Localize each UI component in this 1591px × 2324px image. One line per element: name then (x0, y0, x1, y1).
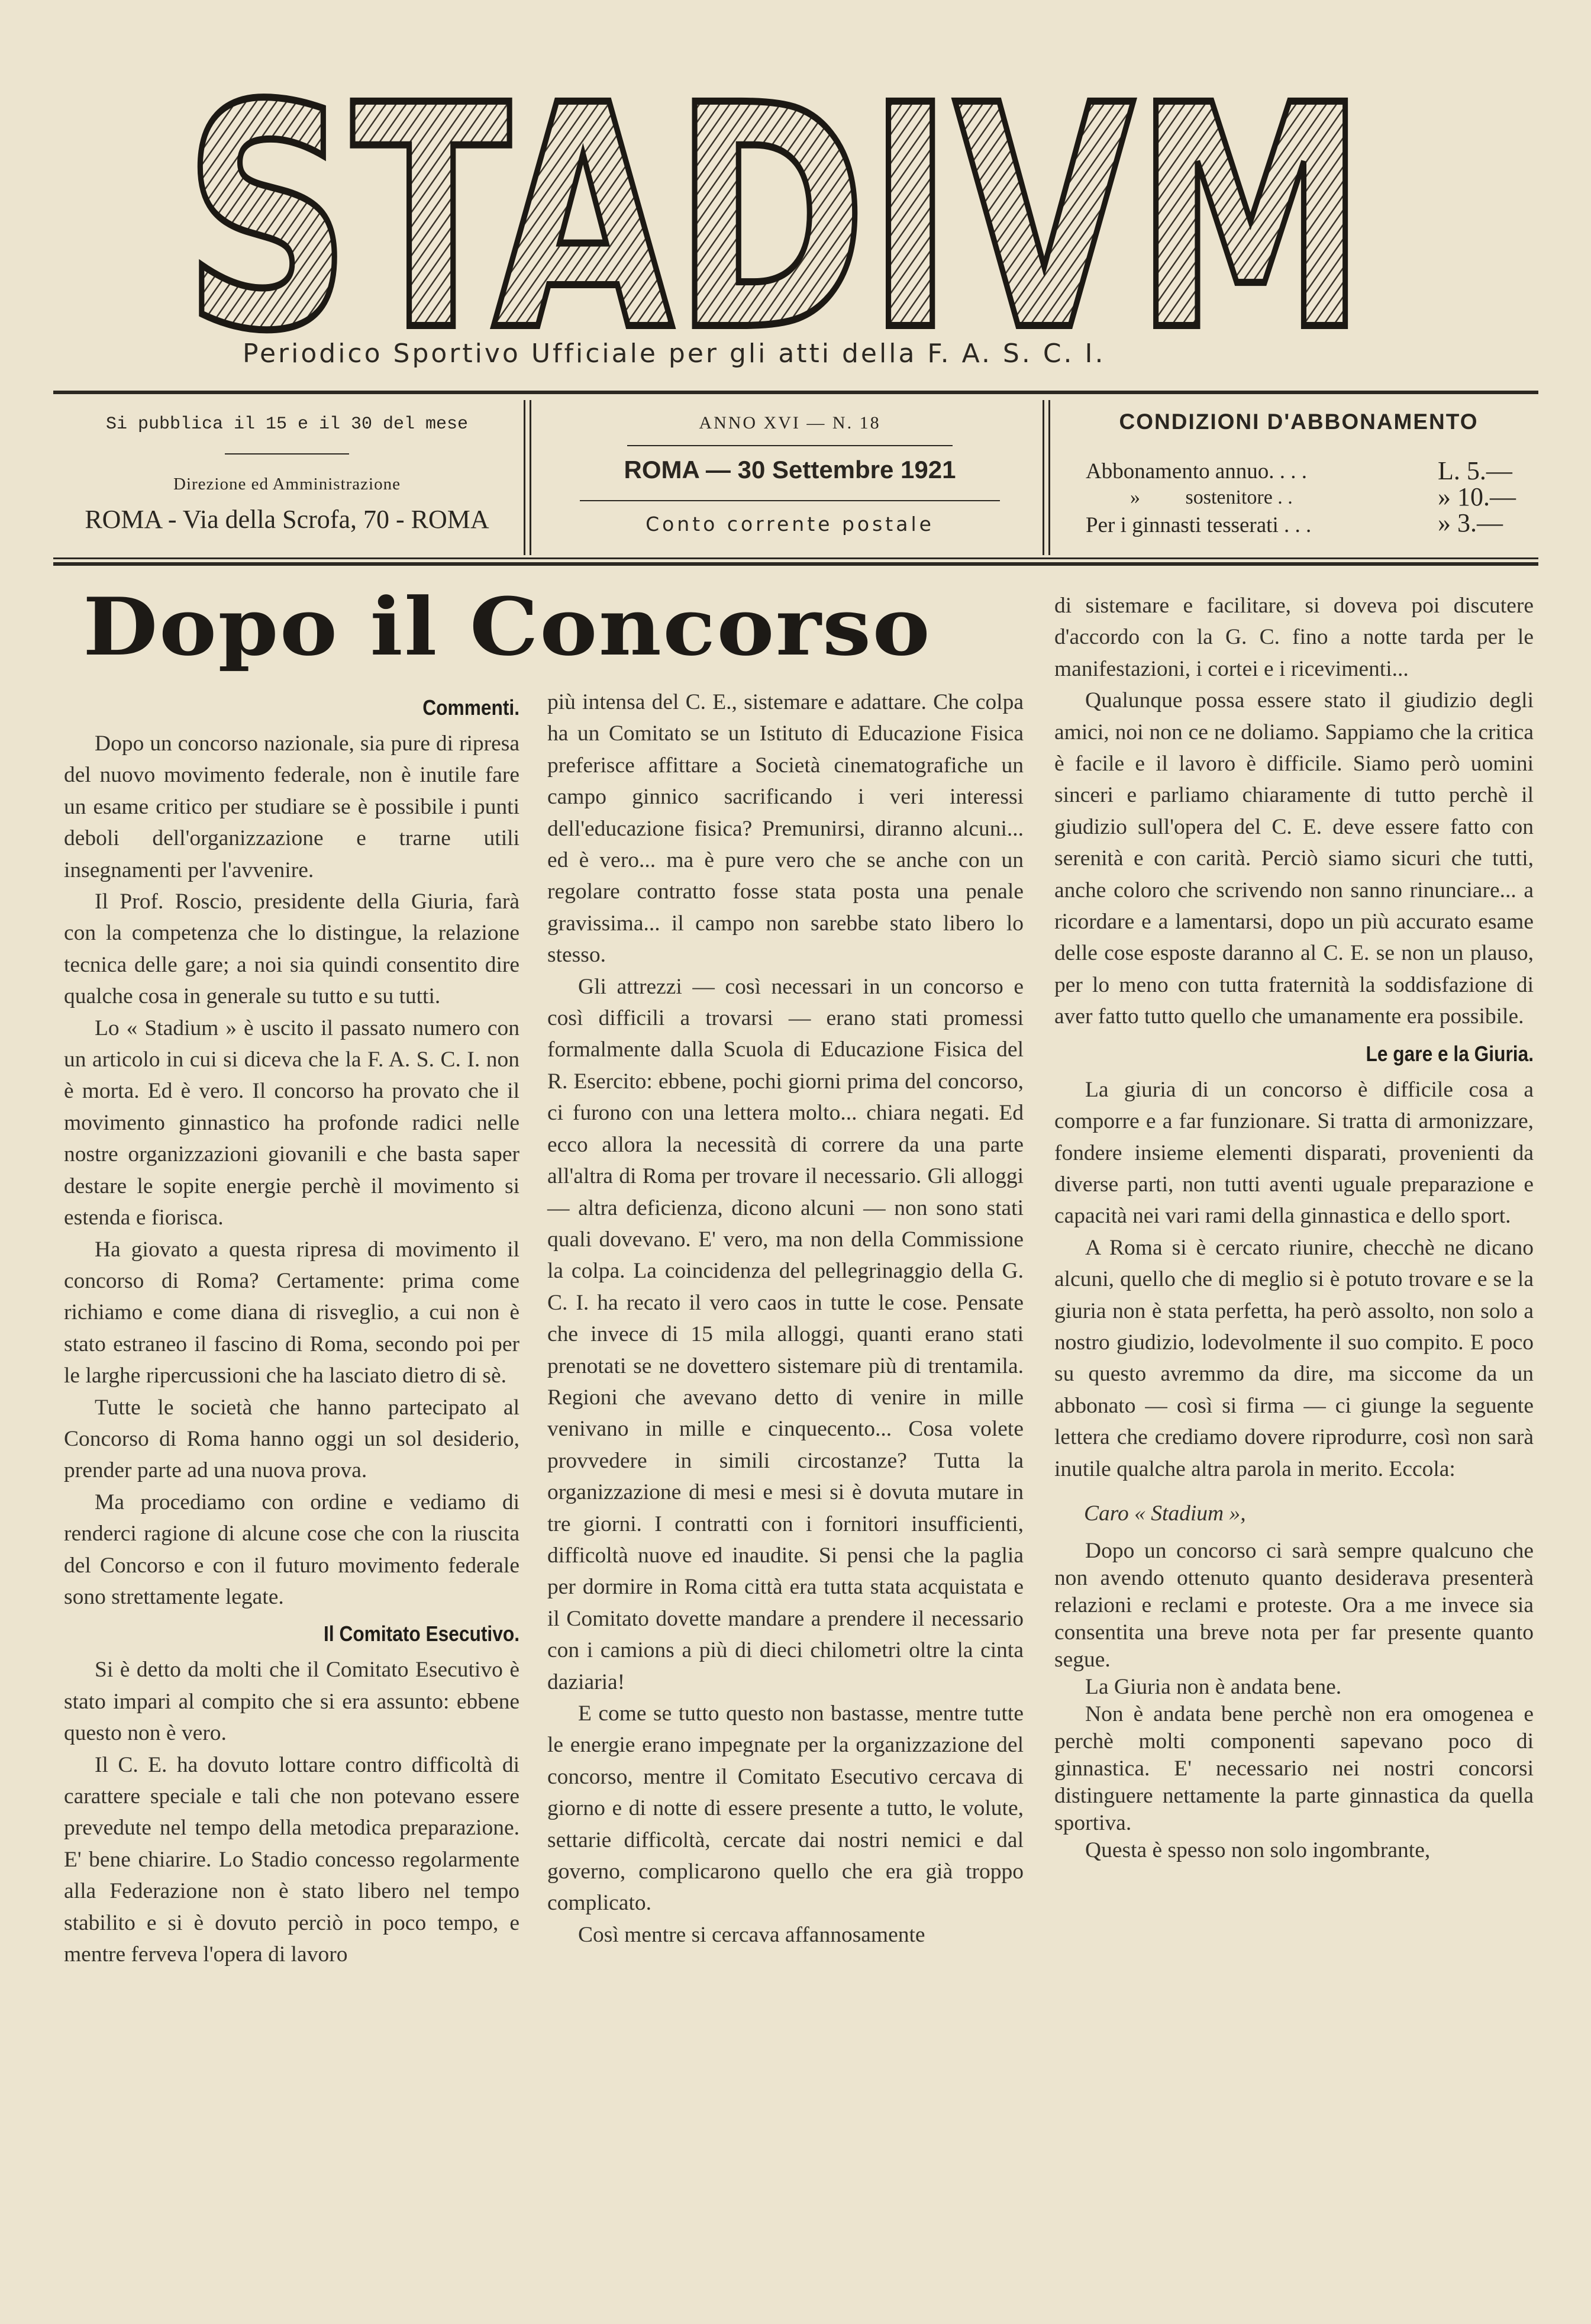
article-paragraph: Dopo un concorso nazionale, sia pure di ripresa del nuovo movimento federale, non è inutile fare un esame critico per studiare se è possibile i punti deboli dell'organizzazione e trarne utili insegnamenti per l'avvenire. (64, 731, 519, 882)
article-paragraph: La giuria di un concorso è difficile cosa a comporre e a far funzionare. Si tratta di armonizzare, fondere insieme elementi disparati, provenienti da diverse parti, non tutti aventi uguale preparazione e capacità nei vari rami della ginnastica e dello sport. (1054, 1077, 1534, 1229)
article-paragraph: Il Prof. Roscio, presidente della Giuria, farà con la competenza che lo distingue, la relazione tecnica delle gare; a noi sia quindi consentito dire qualche cosa in generale su tutto e su tutti. (64, 889, 519, 1009)
postal-account: Conto corrente postale (646, 512, 934, 536)
article-headline: Dopo il Concorso (83, 580, 932, 673)
article-column-3 (1054, 590, 1534, 1864)
letter-paragraph: Dopo un concorso ci sarà sempre qualcuno che non avendo ottenuto quanto desiderava presenterà relazioni e reclami e proteste. Ora a me invece sia consentita una breve nota per far presente quanto segue. (1054, 1539, 1534, 1672)
issue-rule (627, 445, 953, 446)
article-column-1 (64, 686, 519, 1970)
letter-salutation: Caro « Stadium », (1084, 1501, 1246, 1526)
tagline: Periodico Sportivo Ufficiale per gli atti della F. A. S. C. I. (243, 339, 1106, 369)
article-column-2 (547, 686, 1024, 1951)
divider-left-2 (530, 400, 531, 555)
date-rule (580, 500, 1000, 501)
bottom-rule (53, 557, 1538, 559)
article-paragraph: Così mentre si cercava affannosamente (578, 1922, 925, 1947)
divider-right-2 (1048, 400, 1050, 555)
top-rule (53, 391, 1538, 394)
subscription-conditions (1059, 397, 1538, 555)
bottom-rule-2 (53, 562, 1538, 566)
publication-schedule: Si pubblica il 15 e il 30 del mese (105, 414, 469, 434)
subscription-value-3: » 3.— (1438, 508, 1503, 537)
subscription-value-2: » 10.— (1438, 482, 1516, 511)
publication-info (53, 397, 521, 555)
subscription-label-2: » sostenitore . . (1130, 486, 1293, 508)
issue-date: ROMA — 30 Settembre 1921 (624, 456, 956, 484)
stadium-logo (178, 83, 1373, 343)
section-subhead: Le gare e la Giuria. (1366, 1041, 1534, 1066)
article-paragraph: E come se tutto questo non bastasse, mentre tutte le energie erano impegnate per la organizzazione del concorso, mentre il Comitato Esecutivo cercava di giorno e di notte di essere presente a tutto, le volute, settarie difficoltà, cercate dai nostri nemici e dal governo, complicarono quello che era già troppo complicato. (547, 1701, 1024, 1916)
subscription-value-1: L. 5.— (1438, 456, 1512, 485)
article-paragraph: Ma procediamo con ordine e vediamo di renderci ragione di alcune cose che con la riuscita del Concorso e con il futuro movimento federale sono strettamente legate. (64, 1490, 519, 1609)
subscription-title: CONDIZIONI D'ABBONAMENTO (1119, 410, 1479, 434)
logo-lettering: STADIVM (183, 83, 1367, 343)
divider-right (1043, 400, 1044, 555)
article-paragraph: Ha giovato a questa ripresa di movimento il concorso di Roma? Certamente: prima come richiamo e come diana di risveglio, a cui non è stato estraneo il fascino di Roma, secondo poi per le larghe ripercussioni che ha lasciato dietro di sè. (64, 1237, 519, 1388)
article-paragraph: di sistemare e facilitare, si doveva poi discutere d'accordo con la G. C. fino a notte tarda per le manifestazioni, i cortei e i ricevimenti... (1054, 594, 1534, 681)
issue-info (541, 397, 1038, 555)
subscription-label-3: Per i ginnasti tesserati . . . (1086, 513, 1312, 537)
article-paragraph: Si è detto da molti che il Comitato Esecutivo è stato impari al compito che si era assunto: ebbene questo non è vero. (64, 1658, 519, 1746)
letter-paragraph: Questa è spesso non solo ingombrante, (1085, 1838, 1431, 1863)
article-paragraph: più intensa del C. E., sistemare e adattare. Che colpa ha un Comitato se un Istituto di Educazione Fisica preferisce affittare a Società cinematografiche un campo ginnico sacrificando i veri interessi dell'educazione fisica? Premunirsi, diranno alcuni... ed è vero... ma è pure vero che se anche con un regolare contratto fosse stata posta una penale gravissima... il campo non sarebbe stato libero lo stesso. (547, 690, 1024, 968)
section-subhead: Il Comitato Esecutivo. (324, 1622, 519, 1646)
article-paragraph: Il C. E. ha dovuto lottare contro difficoltà di carattere speciale e tali che non potevano essere prevedute nel tempo della metodica preparazione. E' bene chiarire. Lo Stadio concesso regolarmente alla Federazione non è stato libero nel tempo stabilito e si è dovuto perciò in poco tempo, e mentre ferveva l'opera di lavoro (64, 1752, 519, 1967)
section-subhead: Commenti. (422, 695, 519, 720)
article-paragraph: Lo « Stadium » è uscito il passato numero con un articolo in cui si diceva che la F. A. S. C. I. non è morta. Ed è vero. Il concorso ha provato che il movimento ginnastico ha profonde radici nelle nostre organizzazioni giovanili e che basta saper destare le sopite energie perchè il movimento si estenda e fiorisca. (64, 1016, 519, 1230)
article-paragraph: Tutte le società che hanno partecipato al Concorso di Roma hanno oggi un sol desiderio, prender parte ad una nuova prova. (64, 1395, 519, 1483)
subscription-label-1: Abbonamento annuo. . . . (1086, 459, 1308, 484)
office-label: Direzione ed Amministrazione (173, 475, 401, 494)
office-address: ROMA - Via della Scrofa, 70 - ROMA (85, 505, 489, 534)
letter-paragraph: Non è andata bene perchè non era omogenea e perchè molti componenti sapevano poco di ginnastica. E' necessario nei nostri concorsi distinguere nettamente la parte ginnastica da quella sportiva. (1054, 1702, 1534, 1836)
schedule-rule (225, 453, 349, 455)
divider-left (524, 400, 525, 555)
issue-number: ANNO XVI — N. 18 (699, 413, 881, 433)
article-paragraph: Gli attrezzi — così necessari in un concorso e così difficili a trovarsi — erano stati promessi formalmente dalla Scuola di Educazione Fisica del R. Esercito: ebbene, pochi giorni prima del concorso, ci furono con una lettera molto... chiara negati. Ed ecco allora la necessità di correre da una parte all'altra di Roma per trovare il necessario. Gli alloggi — altra deficienza, dicono alcuni — non sono stati quali dovevano. E' vero, ma non della Commissione la colpa. La coincidenza del pellegrinaggio della G. C. I. ha recato il vero caos in tutte le cose. Pensate che invece di 15 mila alloggi, quanti erano stati prenotati se ne dovettero sistemare più di trentamila. Regioni che avevano detto di venire in mille venivano in mille e cinquecento... Cosa volete provvedere in simili circostanze? Tutta la organizzazione di mesi e mesi si è dovuta mutare in tre giorni. I contratti con i fornitori insufficienti, difficoltà nuove ed inaudite. Si pensi che la paglia per dormire in Roma città era tutta stata acquistata e il Comitato dovette mandare a prendere il necessario con i camions a più di dieci chilometri oltre la cinta daziaria! (547, 974, 1024, 1694)
article-paragraph: Qualunque possa essere stato il giudizio degli amici, noi non ce ne doliamo. Sappiamo che la critica è facile e il lavoro è difficile. Siamo però uomini sinceri e parliamo chiaramente di tutto perchè il giudizio sull'opera del C. E. deve essere fatto con serenità e con carità. Perciò siamo sicuri che tutti, anche coloro che scrivendo non sanno rinunciare... a ricordare e a lamentarsi, dopo un più accurato esame delle cose esposte daranno al C. E. se non un plauso, per lo meno con tutta fraternità la soddisfazione di aver fatto tutto quello che umanamente era possibile. (1054, 688, 1534, 1029)
letter-paragraph: La Giuria non è andata bene. (1085, 1675, 1342, 1700)
article-paragraph: A Roma si è cercato riunire, checchè ne dicano alcuni, quello che di meglio si è potuto trovare e se la giuria non è stata perfetta, ha però assolto, non solo a nostro giudizio, lodevolmente il suo compito. E poco su questo avremmo da dire, ma siccome da un abbonato — così si firma — ci giunge la seguente lettera che crediamo dovere riprodurre, così non sarà inutile qualche altra parola in merito. Eccola: (1054, 1235, 1534, 1481)
